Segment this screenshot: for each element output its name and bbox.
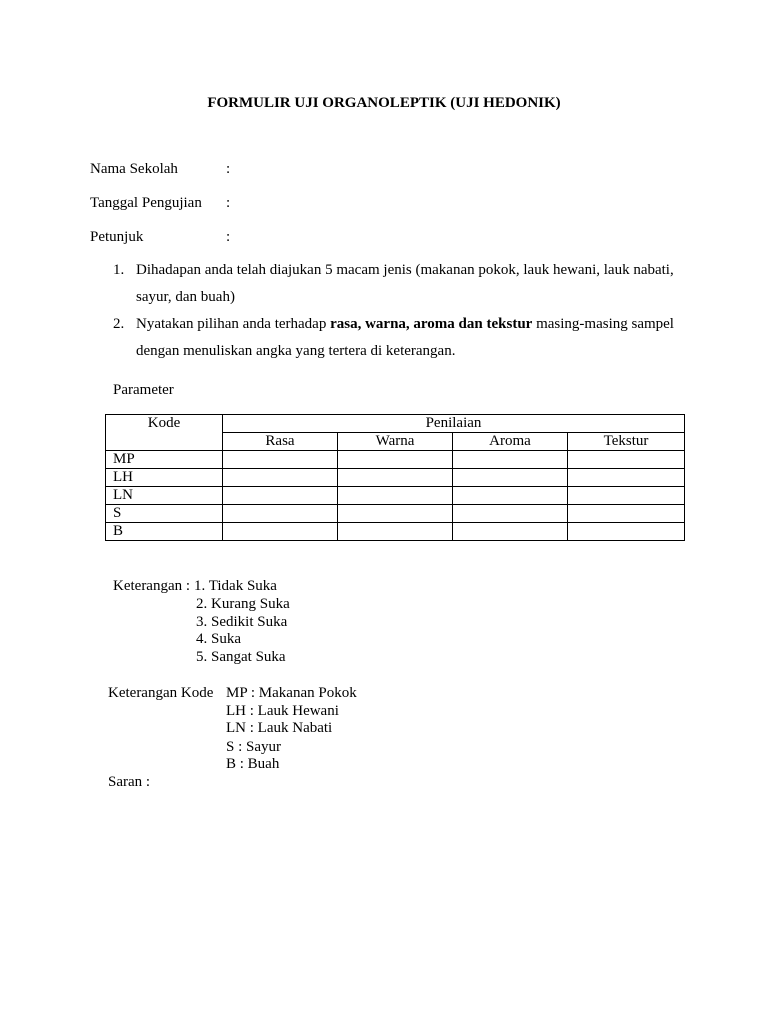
field-colon: : (226, 161, 231, 177)
keterangan-kode-item: LH : Lauk Hewani (226, 703, 339, 719)
keterangan-item: 5. Sangat Suka (196, 649, 286, 665)
table-header-penilaian: Penilaian (223, 415, 685, 433)
field-label-nama-sekolah: Nama Sekolah (90, 161, 178, 177)
table-header-tekstur: Tekstur (568, 433, 685, 451)
row-code: MP (106, 451, 223, 469)
rating-cell[interactable] (568, 505, 685, 523)
instruction-text-pre: Nyatakan pilihan anda terhadap (136, 316, 331, 332)
table-row (106, 487, 685, 505)
rating-cell[interactable] (223, 523, 338, 541)
keterangan-item: 1. Tidak Suka (194, 578, 277, 594)
rating-cell[interactable] (338, 451, 453, 469)
table-header-rasa: Rasa (223, 433, 338, 451)
keterangan-label: Keterangan : (113, 578, 191, 594)
rating-table (105, 414, 685, 541)
rating-cell[interactable] (223, 469, 338, 487)
keterangan-item: 4. Suka (196, 631, 241, 647)
rating-cell[interactable] (453, 523, 568, 541)
rating-cell[interactable] (453, 469, 568, 487)
instruction-text-continued: dengan menuliskan angka yang tertera di keterangan. (136, 343, 456, 359)
instruction-number: 1. (113, 262, 125, 278)
keterangan-kode-label: Keterangan Kode (108, 685, 214, 701)
page-title: FORMULIR UJI ORGANOLEPTIK (UJI HEDONIK) (207, 95, 561, 111)
instruction-text-continued: sayur, dan buah) (136, 289, 235, 305)
rating-cell[interactable] (223, 451, 338, 469)
table-row (106, 505, 685, 523)
instruction-number: 2. (113, 316, 125, 332)
field-label-petunjuk: Petunjuk (90, 229, 144, 245)
rating-cell[interactable] (338, 487, 453, 505)
rating-cell[interactable] (568, 487, 685, 505)
row-code: B (106, 523, 223, 541)
rating-cell[interactable] (338, 505, 453, 523)
field-colon: : (226, 229, 231, 245)
rating-cell[interactable] (453, 505, 568, 523)
row-code: LH (106, 469, 223, 487)
row-code: S (106, 505, 223, 523)
field-label-tanggal-pengujian: Tanggal Pengujian (90, 195, 202, 211)
instruction-text (136, 315, 674, 333)
table-row (106, 469, 685, 487)
keterangan-kode-item: S : Sayur (226, 739, 282, 755)
table-header-aroma: Aroma (453, 433, 568, 451)
rating-cell[interactable] (223, 505, 338, 523)
rating-cell[interactable] (223, 487, 338, 505)
instruction-text-bold: rasa, warna, aroma dan tekstur (330, 316, 533, 332)
rating-cell[interactable] (568, 451, 685, 469)
rating-cell[interactable] (568, 469, 685, 487)
table-row (106, 451, 685, 469)
field-colon: : (226, 195, 231, 211)
keterangan-item: 3. Sedikit Suka (196, 614, 288, 630)
rating-cell[interactable] (338, 469, 453, 487)
keterangan-kode-item: B : Buah (226, 756, 280, 772)
row-code: LN (106, 487, 223, 505)
keterangan-item: 2. Kurang Suka (196, 596, 290, 612)
table-header-warna: Warna (338, 433, 453, 451)
rating-cell[interactable] (338, 523, 453, 541)
keterangan-kode-item: MP : Makanan Pokok (226, 685, 357, 701)
parameter-label: Parameter (113, 382, 174, 398)
rating-cell[interactable] (568, 523, 685, 541)
saran-label: Saran : (108, 774, 151, 790)
table-row (106, 523, 685, 541)
table-header-kode: Kode (106, 415, 223, 451)
keterangan-kode-item: LN : Lauk Nabati (226, 720, 333, 736)
rating-cell[interactable] (453, 451, 568, 469)
instruction-text-post: masing-masing sampel (532, 316, 674, 332)
instruction-text: Dihadapan anda telah diajukan 5 macam jenis (makanan pokok, lauk hewani, lauk nabati, (136, 262, 674, 278)
rating-cell[interactable] (453, 487, 568, 505)
